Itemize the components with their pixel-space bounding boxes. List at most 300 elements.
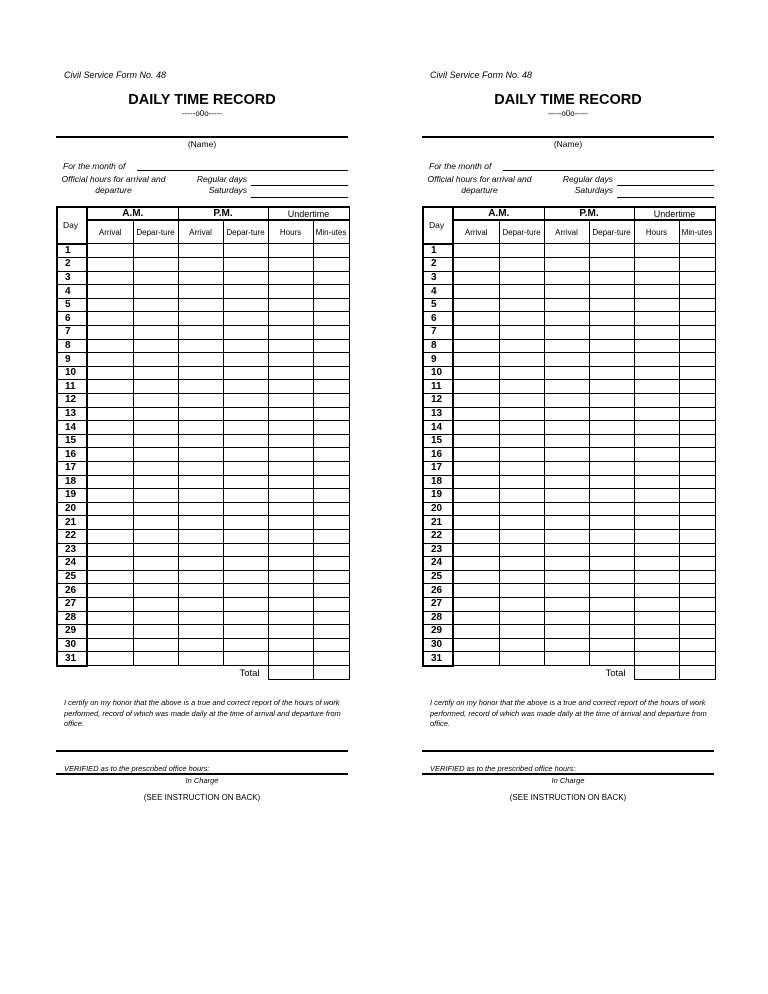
pm-departure-cell[interactable] xyxy=(589,502,634,516)
am-departure-cell[interactable] xyxy=(499,516,544,530)
undertime-hours-cell[interactable] xyxy=(268,258,313,272)
pm-arrival-cell[interactable] xyxy=(544,394,589,408)
am-arrival-cell[interactable] xyxy=(453,652,499,666)
undertime-minutes-cell[interactable] xyxy=(313,489,349,503)
am-arrival-cell[interactable] xyxy=(87,244,133,258)
pm-departure-cell[interactable] xyxy=(223,557,268,571)
undertime-minutes-cell[interactable] xyxy=(313,380,349,394)
undertime-minutes-cell[interactable] xyxy=(679,489,715,503)
am-departure-cell[interactable] xyxy=(133,421,178,435)
undertime-minutes-cell[interactable] xyxy=(313,326,349,340)
am-arrival-cell[interactable] xyxy=(453,529,499,543)
undertime-hours-cell[interactable] xyxy=(634,489,679,503)
undertime-minutes-cell[interactable] xyxy=(679,271,715,285)
name-field[interactable] xyxy=(422,136,714,153)
undertime-hours-cell[interactable] xyxy=(268,652,313,666)
am-arrival-cell[interactable] xyxy=(453,244,499,258)
pm-arrival-cell[interactable] xyxy=(178,638,223,652)
pm-arrival-cell[interactable] xyxy=(544,570,589,584)
pm-arrival-cell[interactable] xyxy=(544,326,589,340)
am-departure-cell[interactable] xyxy=(499,611,544,625)
am-arrival-cell[interactable] xyxy=(453,516,499,530)
pm-departure-cell[interactable] xyxy=(589,557,634,571)
am-arrival-cell[interactable] xyxy=(453,421,499,435)
am-departure-cell[interactable] xyxy=(499,285,544,299)
total-hours-cell[interactable] xyxy=(268,666,313,680)
pm-arrival-cell[interactable] xyxy=(544,516,589,530)
undertime-minutes-cell[interactable] xyxy=(313,366,349,380)
undertime-hours-cell[interactable] xyxy=(268,502,313,516)
pm-arrival-cell[interactable] xyxy=(544,407,589,421)
am-arrival-cell[interactable] xyxy=(87,421,133,435)
pm-departure-cell[interactable] xyxy=(223,326,268,340)
pm-arrival-cell[interactable] xyxy=(178,502,223,516)
pm-arrival-cell[interactable] xyxy=(544,448,589,462)
pm-arrival-cell[interactable] xyxy=(178,271,223,285)
undertime-minutes-cell[interactable] xyxy=(679,597,715,611)
am-departure-cell[interactable] xyxy=(499,434,544,448)
pm-arrival-cell[interactable] xyxy=(544,597,589,611)
pm-departure-cell[interactable] xyxy=(223,543,268,557)
pm-departure-cell[interactable] xyxy=(589,543,634,557)
am-arrival-cell[interactable] xyxy=(87,543,133,557)
pm-departure-cell[interactable] xyxy=(223,611,268,625)
saturdays-field[interactable] xyxy=(251,186,348,198)
am-departure-cell[interactable] xyxy=(499,421,544,435)
undertime-hours-cell[interactable] xyxy=(634,258,679,272)
undertime-hours-cell[interactable] xyxy=(268,326,313,340)
undertime-minutes-cell[interactable] xyxy=(313,434,349,448)
am-departure-cell[interactable] xyxy=(499,366,544,380)
name-field[interactable] xyxy=(56,136,348,153)
pm-arrival-cell[interactable] xyxy=(544,462,589,476)
am-arrival-cell[interactable] xyxy=(87,489,133,503)
pm-arrival-cell[interactable] xyxy=(544,258,589,272)
am-departure-cell[interactable] xyxy=(133,271,178,285)
pm-arrival-cell[interactable] xyxy=(544,421,589,435)
undertime-hours-cell[interactable] xyxy=(634,339,679,353)
am-departure-cell[interactable] xyxy=(133,597,178,611)
pm-departure-cell[interactable] xyxy=(589,652,634,666)
undertime-hours-cell[interactable] xyxy=(268,380,313,394)
undertime-minutes-cell[interactable] xyxy=(313,543,349,557)
pm-departure-cell[interactable] xyxy=(589,285,634,299)
undertime-minutes-cell[interactable] xyxy=(313,597,349,611)
undertime-minutes-cell[interactable] xyxy=(313,475,349,489)
pm-departure-cell[interactable] xyxy=(589,584,634,598)
in-charge-signature-line[interactable] xyxy=(422,773,714,775)
undertime-minutes-cell[interactable] xyxy=(679,584,715,598)
am-arrival-cell[interactable] xyxy=(87,434,133,448)
am-arrival-cell[interactable] xyxy=(453,570,499,584)
month-field[interactable] xyxy=(137,159,348,171)
undertime-hours-cell[interactable] xyxy=(268,489,313,503)
undertime-minutes-cell[interactable] xyxy=(679,312,715,326)
undertime-hours-cell[interactable] xyxy=(634,434,679,448)
undertime-minutes-cell[interactable] xyxy=(313,421,349,435)
pm-arrival-cell[interactable] xyxy=(178,285,223,299)
pm-arrival-cell[interactable] xyxy=(178,597,223,611)
undertime-minutes-cell[interactable] xyxy=(313,570,349,584)
undertime-hours-cell[interactable] xyxy=(634,597,679,611)
undertime-hours-cell[interactable] xyxy=(634,394,679,408)
pm-arrival-cell[interactable] xyxy=(178,421,223,435)
undertime-minutes-cell[interactable] xyxy=(679,652,715,666)
undertime-hours-cell[interactable] xyxy=(268,638,313,652)
pm-arrival-cell[interactable] xyxy=(178,557,223,571)
pm-departure-cell[interactable] xyxy=(589,394,634,408)
pm-arrival-cell[interactable] xyxy=(178,258,223,272)
pm-arrival-cell[interactable] xyxy=(178,326,223,340)
pm-departure-cell[interactable] xyxy=(223,394,268,408)
pm-departure-cell[interactable] xyxy=(589,326,634,340)
pm-arrival-cell[interactable] xyxy=(178,462,223,476)
am-departure-cell[interactable] xyxy=(499,407,544,421)
pm-departure-cell[interactable] xyxy=(589,516,634,530)
undertime-hours-cell[interactable] xyxy=(268,244,313,258)
undertime-minutes-cell[interactable] xyxy=(679,638,715,652)
undertime-minutes-cell[interactable] xyxy=(679,557,715,571)
am-arrival-cell[interactable] xyxy=(453,584,499,598)
am-arrival-cell[interactable] xyxy=(87,529,133,543)
undertime-minutes-cell[interactable] xyxy=(679,529,715,543)
am-arrival-cell[interactable] xyxy=(87,584,133,598)
am-departure-cell[interactable] xyxy=(499,258,544,272)
undertime-hours-cell[interactable] xyxy=(268,625,313,639)
am-departure-cell[interactable] xyxy=(499,543,544,557)
undertime-hours-cell[interactable] xyxy=(268,285,313,299)
undertime-hours-cell[interactable] xyxy=(268,543,313,557)
pm-departure-cell[interactable] xyxy=(589,339,634,353)
pm-departure-cell[interactable] xyxy=(223,516,268,530)
am-arrival-cell[interactable] xyxy=(87,298,133,312)
undertime-minutes-cell[interactable] xyxy=(679,502,715,516)
undertime-hours-cell[interactable] xyxy=(634,353,679,367)
undertime-hours-cell[interactable] xyxy=(268,516,313,530)
pm-departure-cell[interactable] xyxy=(223,462,268,476)
am-arrival-cell[interactable] xyxy=(453,448,499,462)
pm-arrival-cell[interactable] xyxy=(544,529,589,543)
am-arrival-cell[interactable] xyxy=(453,462,499,476)
am-departure-cell[interactable] xyxy=(133,366,178,380)
pm-departure-cell[interactable] xyxy=(589,244,634,258)
am-departure-cell[interactable] xyxy=(133,557,178,571)
pm-departure-cell[interactable] xyxy=(589,380,634,394)
am-arrival-cell[interactable] xyxy=(87,516,133,530)
pm-departure-cell[interactable] xyxy=(223,244,268,258)
undertime-minutes-cell[interactable] xyxy=(679,380,715,394)
pm-arrival-cell[interactable] xyxy=(544,271,589,285)
am-departure-cell[interactable] xyxy=(499,326,544,340)
undertime-minutes-cell[interactable] xyxy=(679,543,715,557)
pm-arrival-cell[interactable] xyxy=(178,570,223,584)
employee-signature-line[interactable] xyxy=(56,750,348,752)
pm-departure-cell[interactable] xyxy=(589,366,634,380)
pm-departure-cell[interactable] xyxy=(223,258,268,272)
pm-arrival-cell[interactable] xyxy=(178,434,223,448)
am-arrival-cell[interactable] xyxy=(453,489,499,503)
undertime-hours-cell[interactable] xyxy=(634,502,679,516)
am-departure-cell[interactable] xyxy=(499,475,544,489)
undertime-minutes-cell[interactable] xyxy=(313,285,349,299)
pm-departure-cell[interactable] xyxy=(589,625,634,639)
am-arrival-cell[interactable] xyxy=(453,597,499,611)
undertime-minutes-cell[interactable] xyxy=(313,298,349,312)
pm-departure-cell[interactable] xyxy=(223,339,268,353)
am-arrival-cell[interactable] xyxy=(87,271,133,285)
pm-departure-cell[interactable] xyxy=(589,475,634,489)
am-departure-cell[interactable] xyxy=(499,271,544,285)
am-arrival-cell[interactable] xyxy=(453,298,499,312)
undertime-hours-cell[interactable] xyxy=(268,462,313,476)
undertime-hours-cell[interactable] xyxy=(634,271,679,285)
pm-departure-cell[interactable] xyxy=(223,638,268,652)
pm-arrival-cell[interactable] xyxy=(544,339,589,353)
pm-departure-cell[interactable] xyxy=(589,353,634,367)
undertime-hours-cell[interactable] xyxy=(634,584,679,598)
undertime-minutes-cell[interactable] xyxy=(313,353,349,367)
undertime-minutes-cell[interactable] xyxy=(313,611,349,625)
pm-departure-cell[interactable] xyxy=(223,380,268,394)
am-arrival-cell[interactable] xyxy=(453,638,499,652)
am-arrival-cell[interactable] xyxy=(453,434,499,448)
undertime-hours-cell[interactable] xyxy=(268,584,313,598)
pm-arrival-cell[interactable] xyxy=(178,339,223,353)
undertime-hours-cell[interactable] xyxy=(268,353,313,367)
undertime-hours-cell[interactable] xyxy=(634,570,679,584)
undertime-hours-cell[interactable] xyxy=(634,244,679,258)
pm-departure-cell[interactable] xyxy=(589,529,634,543)
pm-arrival-cell[interactable] xyxy=(544,543,589,557)
am-arrival-cell[interactable] xyxy=(87,380,133,394)
am-arrival-cell[interactable] xyxy=(453,611,499,625)
am-arrival-cell[interactable] xyxy=(453,271,499,285)
am-departure-cell[interactable] xyxy=(133,529,178,543)
total-hours-cell[interactable] xyxy=(634,666,679,680)
undertime-hours-cell[interactable] xyxy=(634,326,679,340)
pm-departure-cell[interactable] xyxy=(223,652,268,666)
am-departure-cell[interactable] xyxy=(133,353,178,367)
undertime-hours-cell[interactable] xyxy=(634,448,679,462)
am-departure-cell[interactable] xyxy=(133,298,178,312)
undertime-hours-cell[interactable] xyxy=(634,652,679,666)
pm-departure-cell[interactable] xyxy=(589,462,634,476)
undertime-minutes-cell[interactable] xyxy=(313,638,349,652)
undertime-minutes-cell[interactable] xyxy=(313,529,349,543)
undertime-hours-cell[interactable] xyxy=(634,366,679,380)
undertime-hours-cell[interactable] xyxy=(634,638,679,652)
pm-departure-cell[interactable] xyxy=(223,597,268,611)
am-arrival-cell[interactable] xyxy=(453,285,499,299)
am-departure-cell[interactable] xyxy=(499,380,544,394)
pm-arrival-cell[interactable] xyxy=(544,285,589,299)
undertime-minutes-cell[interactable] xyxy=(679,339,715,353)
am-departure-cell[interactable] xyxy=(133,489,178,503)
am-departure-cell[interactable] xyxy=(133,638,178,652)
am-arrival-cell[interactable] xyxy=(87,611,133,625)
pm-arrival-cell[interactable] xyxy=(544,298,589,312)
am-departure-cell[interactable] xyxy=(133,380,178,394)
pm-arrival-cell[interactable] xyxy=(178,475,223,489)
undertime-hours-cell[interactable] xyxy=(268,434,313,448)
pm-departure-cell[interactable] xyxy=(223,366,268,380)
undertime-minutes-cell[interactable] xyxy=(679,353,715,367)
am-departure-cell[interactable] xyxy=(133,448,178,462)
pm-departure-cell[interactable] xyxy=(589,434,634,448)
am-arrival-cell[interactable] xyxy=(87,339,133,353)
am-departure-cell[interactable] xyxy=(499,529,544,543)
undertime-minutes-cell[interactable] xyxy=(313,625,349,639)
pm-arrival-cell[interactable] xyxy=(178,353,223,367)
am-arrival-cell[interactable] xyxy=(87,625,133,639)
undertime-minutes-cell[interactable] xyxy=(313,339,349,353)
am-arrival-cell[interactable] xyxy=(453,366,499,380)
am-arrival-cell[interactable] xyxy=(87,570,133,584)
saturdays-field[interactable] xyxy=(617,186,714,198)
am-arrival-cell[interactable] xyxy=(453,258,499,272)
undertime-hours-cell[interactable] xyxy=(268,421,313,435)
undertime-hours-cell[interactable] xyxy=(634,407,679,421)
am-departure-cell[interactable] xyxy=(133,625,178,639)
undertime-hours-cell[interactable] xyxy=(634,475,679,489)
am-departure-cell[interactable] xyxy=(133,475,178,489)
pm-departure-cell[interactable] xyxy=(223,489,268,503)
undertime-hours-cell[interactable] xyxy=(634,543,679,557)
pm-departure-cell[interactable] xyxy=(589,489,634,503)
am-departure-cell[interactable] xyxy=(499,339,544,353)
undertime-minutes-cell[interactable] xyxy=(313,258,349,272)
undertime-hours-cell[interactable] xyxy=(268,570,313,584)
pm-arrival-cell[interactable] xyxy=(544,312,589,326)
pm-departure-cell[interactable] xyxy=(589,271,634,285)
undertime-hours-cell[interactable] xyxy=(634,298,679,312)
am-departure-cell[interactable] xyxy=(499,570,544,584)
am-arrival-cell[interactable] xyxy=(453,502,499,516)
undertime-minutes-cell[interactable] xyxy=(679,516,715,530)
am-departure-cell[interactable] xyxy=(499,638,544,652)
pm-arrival-cell[interactable] xyxy=(544,611,589,625)
pm-arrival-cell[interactable] xyxy=(178,652,223,666)
regular-days-field[interactable] xyxy=(617,174,714,186)
am-departure-cell[interactable] xyxy=(499,597,544,611)
am-arrival-cell[interactable] xyxy=(87,638,133,652)
pm-arrival-cell[interactable] xyxy=(178,611,223,625)
pm-departure-cell[interactable] xyxy=(589,638,634,652)
pm-arrival-cell[interactable] xyxy=(178,407,223,421)
am-departure-cell[interactable] xyxy=(499,584,544,598)
pm-arrival-cell[interactable] xyxy=(544,353,589,367)
undertime-minutes-cell[interactable] xyxy=(313,516,349,530)
am-departure-cell[interactable] xyxy=(499,353,544,367)
pm-arrival-cell[interactable] xyxy=(178,529,223,543)
pm-departure-cell[interactable] xyxy=(589,258,634,272)
am-departure-cell[interactable] xyxy=(499,394,544,408)
undertime-hours-cell[interactable] xyxy=(268,407,313,421)
total-minutes-cell[interactable] xyxy=(313,666,349,680)
pm-departure-cell[interactable] xyxy=(589,421,634,435)
undertime-minutes-cell[interactable] xyxy=(313,271,349,285)
pm-arrival-cell[interactable] xyxy=(544,584,589,598)
undertime-minutes-cell[interactable] xyxy=(679,434,715,448)
undertime-minutes-cell[interactable] xyxy=(313,407,349,421)
undertime-minutes-cell[interactable] xyxy=(313,448,349,462)
regular-days-field[interactable] xyxy=(251,174,348,186)
pm-arrival-cell[interactable] xyxy=(178,516,223,530)
am-departure-cell[interactable] xyxy=(499,652,544,666)
am-arrival-cell[interactable] xyxy=(87,258,133,272)
am-departure-cell[interactable] xyxy=(133,394,178,408)
am-departure-cell[interactable] xyxy=(133,611,178,625)
am-departure-cell[interactable] xyxy=(499,462,544,476)
pm-departure-cell[interactable] xyxy=(223,448,268,462)
undertime-minutes-cell[interactable] xyxy=(313,244,349,258)
pm-departure-cell[interactable] xyxy=(223,502,268,516)
am-departure-cell[interactable] xyxy=(133,462,178,476)
pm-arrival-cell[interactable] xyxy=(544,557,589,571)
undertime-minutes-cell[interactable] xyxy=(679,475,715,489)
pm-departure-cell[interactable] xyxy=(223,312,268,326)
pm-arrival-cell[interactable] xyxy=(544,380,589,394)
pm-arrival-cell[interactable] xyxy=(544,652,589,666)
pm-departure-cell[interactable] xyxy=(223,584,268,598)
undertime-hours-cell[interactable] xyxy=(634,462,679,476)
am-arrival-cell[interactable] xyxy=(453,326,499,340)
am-departure-cell[interactable] xyxy=(133,652,178,666)
total-minutes-cell[interactable] xyxy=(679,666,715,680)
undertime-hours-cell[interactable] xyxy=(634,421,679,435)
am-arrival-cell[interactable] xyxy=(453,557,499,571)
am-departure-cell[interactable] xyxy=(133,543,178,557)
pm-departure-cell[interactable] xyxy=(223,285,268,299)
undertime-hours-cell[interactable] xyxy=(634,516,679,530)
undertime-minutes-cell[interactable] xyxy=(679,394,715,408)
undertime-minutes-cell[interactable] xyxy=(679,421,715,435)
employee-signature-line[interactable] xyxy=(422,750,714,752)
undertime-hours-cell[interactable] xyxy=(634,557,679,571)
am-arrival-cell[interactable] xyxy=(453,339,499,353)
pm-departure-cell[interactable] xyxy=(223,271,268,285)
undertime-hours-cell[interactable] xyxy=(634,285,679,299)
pm-departure-cell[interactable] xyxy=(223,421,268,435)
pm-arrival-cell[interactable] xyxy=(544,244,589,258)
am-arrival-cell[interactable] xyxy=(453,312,499,326)
undertime-hours-cell[interactable] xyxy=(634,625,679,639)
am-arrival-cell[interactable] xyxy=(453,407,499,421)
pm-arrival-cell[interactable] xyxy=(178,380,223,394)
undertime-hours-cell[interactable] xyxy=(634,312,679,326)
undertime-hours-cell[interactable] xyxy=(268,597,313,611)
am-departure-cell[interactable] xyxy=(499,557,544,571)
am-departure-cell[interactable] xyxy=(133,570,178,584)
am-departure-cell[interactable] xyxy=(133,258,178,272)
pm-departure-cell[interactable] xyxy=(589,298,634,312)
am-arrival-cell[interactable] xyxy=(87,312,133,326)
month-field[interactable] xyxy=(503,159,714,171)
am-departure-cell[interactable] xyxy=(133,244,178,258)
undertime-minutes-cell[interactable] xyxy=(313,557,349,571)
undertime-hours-cell[interactable] xyxy=(634,529,679,543)
pm-departure-cell[interactable] xyxy=(223,529,268,543)
undertime-hours-cell[interactable] xyxy=(634,380,679,394)
undertime-hours-cell[interactable] xyxy=(268,475,313,489)
am-arrival-cell[interactable] xyxy=(87,285,133,299)
am-arrival-cell[interactable] xyxy=(87,502,133,516)
am-arrival-cell[interactable] xyxy=(87,597,133,611)
undertime-minutes-cell[interactable] xyxy=(679,244,715,258)
pm-departure-cell[interactable] xyxy=(589,597,634,611)
pm-departure-cell[interactable] xyxy=(589,570,634,584)
pm-arrival-cell[interactable] xyxy=(544,434,589,448)
